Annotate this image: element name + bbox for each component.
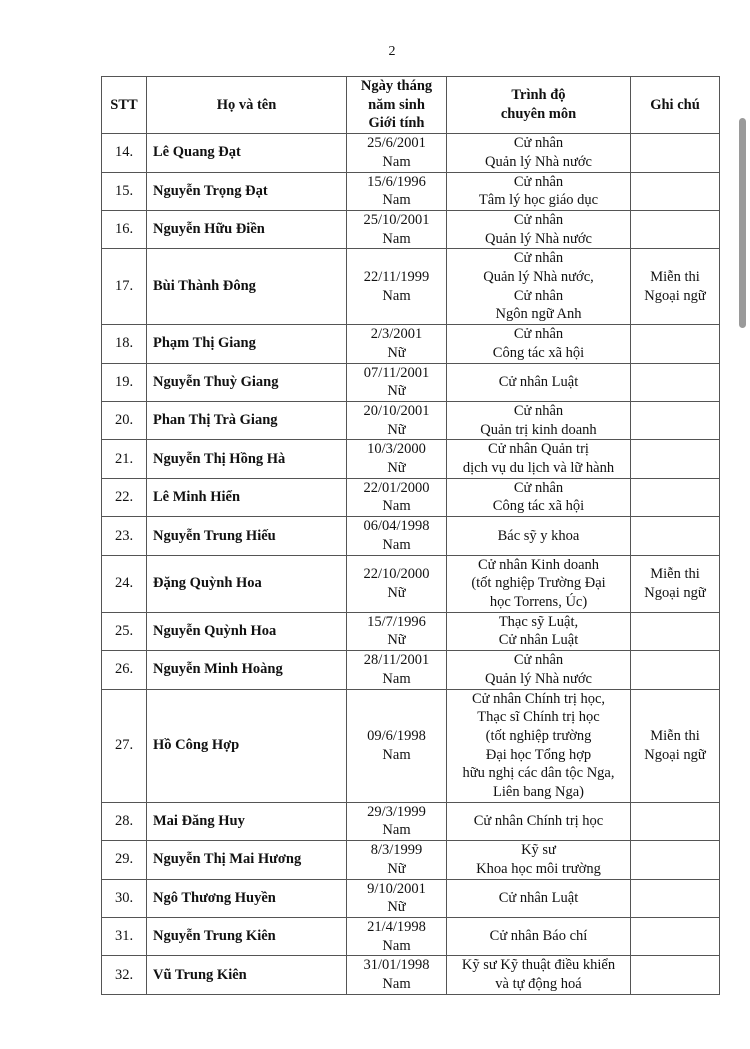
cell-note	[631, 651, 720, 689]
cell-dob-line: 07/11/2001	[363, 364, 430, 381]
cell-dob-line: Nam	[382, 192, 411, 209]
cell-name: Nguyễn Thị Mai Hương	[147, 841, 347, 879]
table-row	[102, 555, 720, 612]
cell-degree-line: Thạc sĩ Chính trị học	[477, 709, 600, 726]
cell-note-line: Miễn thi	[650, 727, 700, 744]
table-row	[102, 440, 720, 478]
cell-degree-line: Cử nhân Quản trị	[488, 441, 589, 458]
cell-name: Đặng Quỳnh Hoa	[147, 555, 347, 612]
cell-dob-line: 09/6/1998	[367, 727, 426, 744]
cell-dob-line: 15/6/1996	[367, 173, 426, 190]
cell-note	[631, 841, 720, 879]
cell-dob-line: Nữ	[387, 584, 406, 601]
cell-note	[631, 956, 720, 994]
cell-dob	[347, 555, 447, 612]
cell-stt: 32.	[102, 956, 147, 994]
cell-stt: 17.	[102, 249, 147, 325]
cell-dob-line: Nam	[382, 670, 411, 687]
cell-dob-line: 8/3/1999	[370, 842, 423, 859]
cell-name: Ngô Thương Huyền	[147, 879, 347, 917]
cell-degree-line: Công tác xã hội	[492, 344, 585, 361]
table-row	[102, 325, 720, 363]
cell-degree	[447, 802, 631, 840]
cell-dob-line: Nam	[382, 498, 411, 515]
cell-name: Nguyễn Quỳnh Hoa	[147, 612, 347, 650]
cell-dob-line: Nam	[382, 153, 411, 170]
cell-dob-line: Nữ	[387, 344, 406, 361]
cell-degree-line: Kỹ sư Kỹ thuật điều khiển	[461, 957, 616, 974]
cell-dob-line: Nữ	[387, 632, 406, 649]
cell-degree	[447, 517, 631, 555]
cell-dob-line: 31/01/1998	[363, 957, 430, 974]
header-dob-line: Giới tính	[368, 115, 425, 132]
cell-degree-line: Công tác xã hội	[492, 498, 585, 515]
cell-note-line: Ngoại ngữ	[644, 287, 706, 304]
cell-degree-line: và tự động hoá	[495, 976, 582, 993]
cell-degree-line: Cử nhân	[513, 479, 564, 496]
cell-degree-line: Quản lý Nhà nước	[485, 230, 592, 247]
cell-note	[631, 555, 720, 612]
cell-stt: 29.	[102, 841, 147, 879]
cell-note	[631, 689, 720, 802]
cell-dob-line: Nữ	[387, 383, 406, 400]
cell-dob-line: 10/3/2000	[367, 441, 426, 458]
cell-dob-line: 9/10/2001	[367, 880, 426, 897]
cell-dob-line: Nữ	[387, 460, 406, 477]
cell-dob-line: Nam	[382, 937, 411, 954]
cell-dob	[347, 517, 447, 555]
cell-dob-line: 15/7/1996	[367, 613, 426, 630]
cell-name: Lê Minh Hiển	[147, 478, 347, 516]
cell-degree	[447, 249, 631, 325]
table-row	[102, 689, 720, 802]
table-row	[102, 517, 720, 555]
cell-name: Nguyễn Trung Hiếu	[147, 517, 347, 555]
cell-dob	[347, 841, 447, 879]
cell-note-line: Ngoại ngữ	[644, 584, 706, 601]
cell-degree	[447, 363, 631, 401]
cell-dob	[347, 879, 447, 917]
cell-dob	[347, 172, 447, 210]
cell-degree-line: Quản lý Nhà nước,	[483, 269, 594, 286]
cell-note	[631, 401, 720, 439]
cell-note	[631, 172, 720, 210]
cell-degree-line: Ngôn ngữ Anh	[495, 306, 582, 323]
header-dob-line: năm sinh	[368, 96, 425, 113]
cell-degree	[447, 841, 631, 879]
cell-degree-line: Tâm lý học giáo dục	[478, 192, 599, 209]
cell-degree-line: (tốt nghiệp trường	[485, 727, 592, 744]
cell-dob-line: 2/3/2001	[370, 326, 423, 343]
cell-dob-line: 21/4/1998	[367, 918, 426, 935]
cell-note	[631, 917, 720, 955]
cell-degree	[447, 651, 631, 689]
cell-degree-line: Cử nhân Kinh doanh	[477, 556, 600, 573]
cell-degree-line: Thạc sỹ Luật,	[498, 613, 579, 630]
cell-degree-line: Cử nhân	[513, 402, 564, 419]
cell-degree-line: Kỹ sư	[521, 842, 556, 859]
cell-degree	[447, 172, 631, 210]
cell-stt: 16.	[102, 210, 147, 248]
cell-degree-line: Đại học Tổng hợp	[485, 746, 592, 763]
cell-stt: 21.	[102, 440, 147, 478]
table-row	[102, 879, 720, 917]
cell-degree	[447, 917, 631, 955]
cell-name: Nguyễn Minh Hoàng	[147, 651, 347, 689]
cell-degree-line: Bác sỹ y khoa	[497, 527, 580, 544]
cell-degree	[447, 478, 631, 516]
cell-stt: 18.	[102, 325, 147, 363]
cell-dob-line: Nam	[382, 287, 411, 304]
cell-stt: 30.	[102, 879, 147, 917]
cell-degree-line: Quản lý Nhà nước	[485, 153, 592, 170]
cell-degree	[447, 879, 631, 917]
cell-stt: 19.	[102, 363, 147, 401]
cell-dob-line: 29/3/1999	[367, 803, 426, 820]
table-row	[102, 172, 720, 210]
cell-degree-line: Cử nhân Báo chí	[489, 928, 588, 945]
cell-dob	[347, 689, 447, 802]
cell-dob-line: 20/10/2001	[363, 402, 430, 419]
cell-degree	[447, 134, 631, 172]
cell-note-line: Miễn thi	[650, 565, 700, 582]
cell-dob	[347, 651, 447, 689]
cell-dob-line: Nữ	[387, 860, 406, 877]
cell-degree-line: Cử nhân Luật	[498, 373, 579, 390]
table-row	[102, 802, 720, 840]
cell-degree	[447, 210, 631, 248]
cell-note	[631, 210, 720, 248]
cell-name: Nguyễn Thuỳ Giang	[147, 363, 347, 401]
cell-name: Phan Thị Trà Giang	[147, 401, 347, 439]
cell-name: Lê Quang Đạt	[147, 134, 347, 172]
cell-degree-line: Cử nhân	[513, 652, 564, 669]
cell-degree-line: Cử nhân	[513, 250, 564, 267]
cell-stt: 25.	[102, 612, 147, 650]
header-dob-line: Ngày tháng	[360, 78, 433, 94]
cell-degree-line: dịch vụ du lịch và lữ hành	[462, 460, 615, 477]
cell-degree-line: Cử nhân	[513, 135, 564, 152]
cell-dob-line: 25/6/2001	[367, 135, 426, 152]
table-row	[102, 612, 720, 650]
cell-stt: 27.	[102, 689, 147, 802]
cell-stt: 20.	[102, 401, 147, 439]
table-row	[102, 249, 720, 325]
cell-stt: 31.	[102, 917, 147, 955]
cell-note	[631, 517, 720, 555]
cell-degree-line: hữu nghị các dân tộc Nga,	[462, 765, 615, 782]
cell-name: Nguyễn Trung Kiên	[147, 917, 347, 955]
cell-dob-line: Nam	[382, 976, 411, 993]
cell-degree-line: (tốt nghiệp Trường Đại	[471, 575, 606, 592]
header-degree	[447, 77, 631, 134]
cell-dob	[347, 363, 447, 401]
cell-degree	[447, 612, 631, 650]
cell-dob	[347, 325, 447, 363]
cell-dob-line: Nam	[382, 230, 411, 247]
table-row	[102, 956, 720, 994]
candidate-table	[101, 76, 720, 995]
cell-note-line: Miễn thi	[650, 269, 700, 286]
cell-stt: 26.	[102, 651, 147, 689]
cell-degree-line: Cử nhân Luật	[498, 632, 579, 649]
cell-name: Phạm Thị Giang	[147, 325, 347, 363]
cell-stt: 22.	[102, 478, 147, 516]
table-row	[102, 651, 720, 689]
table-row	[102, 363, 720, 401]
cell-stt: 15.	[102, 172, 147, 210]
cell-name: Bùi Thành Đông	[147, 249, 347, 325]
header-degree-line: Trình độ	[511, 87, 566, 104]
cell-dob-line: Nam	[382, 536, 411, 553]
cell-dob-line: 22/11/1999	[363, 269, 430, 286]
cell-name: Vũ Trung Kiên	[147, 956, 347, 994]
cell-name: Nguyễn Hữu Điền	[147, 210, 347, 248]
page-number: 2	[388, 44, 396, 59]
header-row	[102, 77, 720, 134]
cell-degree	[447, 325, 631, 363]
cell-dob-line: Nam	[382, 822, 411, 839]
cell-note	[631, 478, 720, 516]
cell-note	[631, 363, 720, 401]
cell-degree	[447, 689, 631, 802]
cell-degree-line: Quản trị kinh doanh	[480, 421, 597, 438]
cell-note-line: Ngoại ngữ	[644, 746, 706, 763]
cell-degree-line: Khoa học môi trường	[476, 860, 601, 877]
cell-name: Nguyễn Trọng Đạt	[147, 172, 347, 210]
cell-dob	[347, 956, 447, 994]
cell-degree-line: Cử nhân	[513, 326, 564, 343]
cell-degree	[447, 555, 631, 612]
table-row	[102, 134, 720, 172]
cell-degree-line: Liên bang Nga)	[493, 784, 584, 801]
table-row	[102, 841, 720, 879]
cell-dob	[347, 134, 447, 172]
cell-note	[631, 612, 720, 650]
cell-dob-line: 25/10/2001	[363, 211, 430, 228]
cell-name: Mai Đăng Huy	[147, 802, 347, 840]
cell-stt: 14.	[102, 134, 147, 172]
header-stt: STT	[102, 77, 147, 134]
cell-degree-line: học Torrens, Úc)	[489, 593, 588, 610]
cell-note	[631, 325, 720, 363]
cell-dob-line: 28/11/2001	[363, 652, 430, 669]
cell-stt: 28.	[102, 802, 147, 840]
table-row	[102, 917, 720, 955]
cell-note	[631, 802, 720, 840]
cell-dob	[347, 249, 447, 325]
cell-dob	[347, 802, 447, 840]
cell-name: Nguyễn Thị Hồng Hà	[147, 440, 347, 478]
cell-degree	[447, 956, 631, 994]
cell-note	[631, 440, 720, 478]
cell-degree-line: Cử nhân Chính trị học	[473, 813, 604, 830]
cell-note	[631, 879, 720, 917]
cell-dob	[347, 210, 447, 248]
cell-note	[631, 249, 720, 325]
cell-stt: 24.	[102, 555, 147, 612]
cell-degree	[447, 440, 631, 478]
cell-dob	[347, 612, 447, 650]
header-dob	[347, 77, 447, 134]
table-row	[102, 210, 720, 248]
cell-dob-line: 06/04/1998	[363, 518, 430, 535]
cell-dob-line: 22/01/2000	[363, 479, 430, 496]
cell-degree-line: Quản lý Nhà nước	[485, 670, 592, 687]
vertical-scrollbar[interactable]	[739, 118, 746, 328]
cell-dob-line: 22/10/2000	[363, 565, 430, 582]
cell-degree-line: Cử nhân	[513, 287, 564, 304]
cell-degree	[447, 401, 631, 439]
cell-dob	[347, 478, 447, 516]
cell-name: Hồ Công Hợp	[147, 689, 347, 802]
cell-dob-line: Nam	[382, 746, 411, 763]
cell-dob-line: Nữ	[387, 421, 406, 438]
header-note: Ghi chú	[631, 77, 720, 134]
table-row	[102, 478, 720, 516]
cell-stt: 23.	[102, 517, 147, 555]
cell-dob	[347, 440, 447, 478]
cell-dob	[347, 917, 447, 955]
cell-degree-line: Cử nhân	[513, 173, 564, 190]
header-name: Họ và tên	[147, 77, 347, 134]
cell-degree-line: Cử nhân Chính trị học,	[471, 690, 606, 707]
header-degree-line: chuyên môn	[500, 106, 577, 123]
cell-dob-line: Nữ	[387, 899, 406, 916]
cell-degree-line: Cử nhân	[513, 211, 564, 228]
cell-note	[631, 134, 720, 172]
table-row	[102, 401, 720, 439]
cell-dob	[347, 401, 447, 439]
cell-degree-line: Cử nhân Luật	[498, 889, 579, 906]
